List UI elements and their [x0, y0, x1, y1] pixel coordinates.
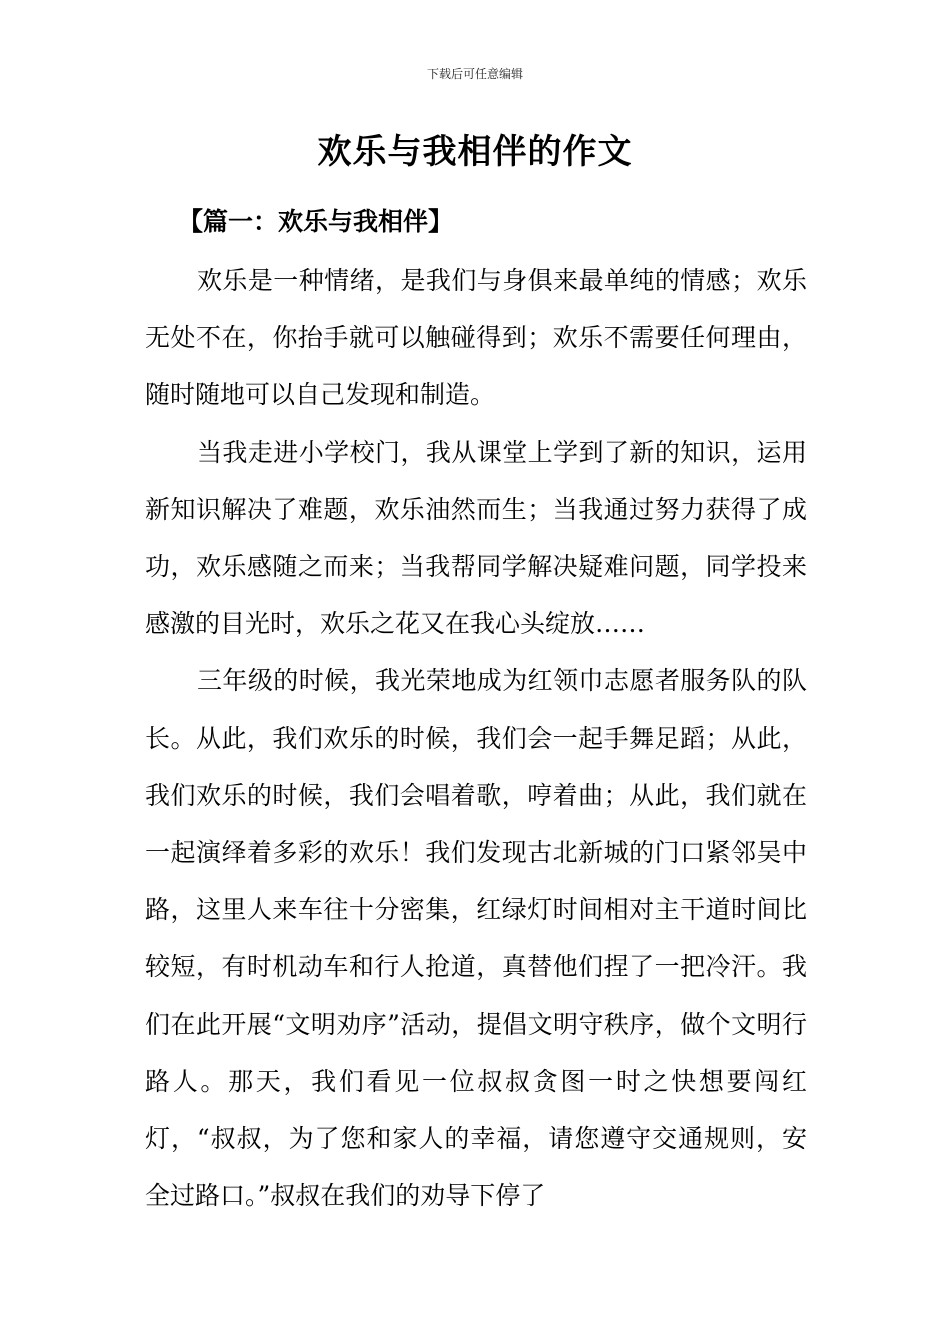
section-heading: 【篇一：欢乐与我相伴】 [178, 207, 454, 236]
paragraph-2: 当我走进小学校门，我从课堂上学到了新的知识，运用新知识解决了难题，欢乐油然而生；当我通过努力获得了成功，欢乐感随之而来；当我帮同学解决疑难问题，同学投来感激的目光时，欢乐之花又在我心头绽放…… [145, 437, 807, 639]
article-body [145, 252, 807, 1224]
header-note: 下载后可任意编辑 [426, 67, 523, 81]
document-title: 欢乐与我相伴的作文 [317, 132, 633, 172]
paragraph-1: 欢乐是一种情绪，是我们与身俱来最单纯的情感；欢乐无处不在，你抬手就可以触碰得到；欢乐不需要任何理由，随时随地可以自己发现和制造。 [145, 266, 807, 410]
paragraph-3: 三年级的时候，我光荣地成为红领巾志愿者服务队的队长。从此，我们欢乐的时候，我们会一起手舞足蹈；从此，我们欢乐的时候，我们会唱着歌，哼着曲；从此，我们就在一起演绎着多彩的欢乐！我们发现古北新城的门口紧邻吴中路，这里人来车往十分密集，红绿灯时间相对主干道时间比较短，有时机动车和行人抢道，真替他们捏了一把冷汗。我们在此开展“文明劝序”活动，提倡文明守秩序，做个文明行路人。那天，我们看见一位叔叔贪图一时之快想要闯红灯，“叔叔，为了您和家人的幸福，请您遵守交通规则，安全过路口。”叔叔在我们的劝导下停了 [145, 666, 807, 1211]
